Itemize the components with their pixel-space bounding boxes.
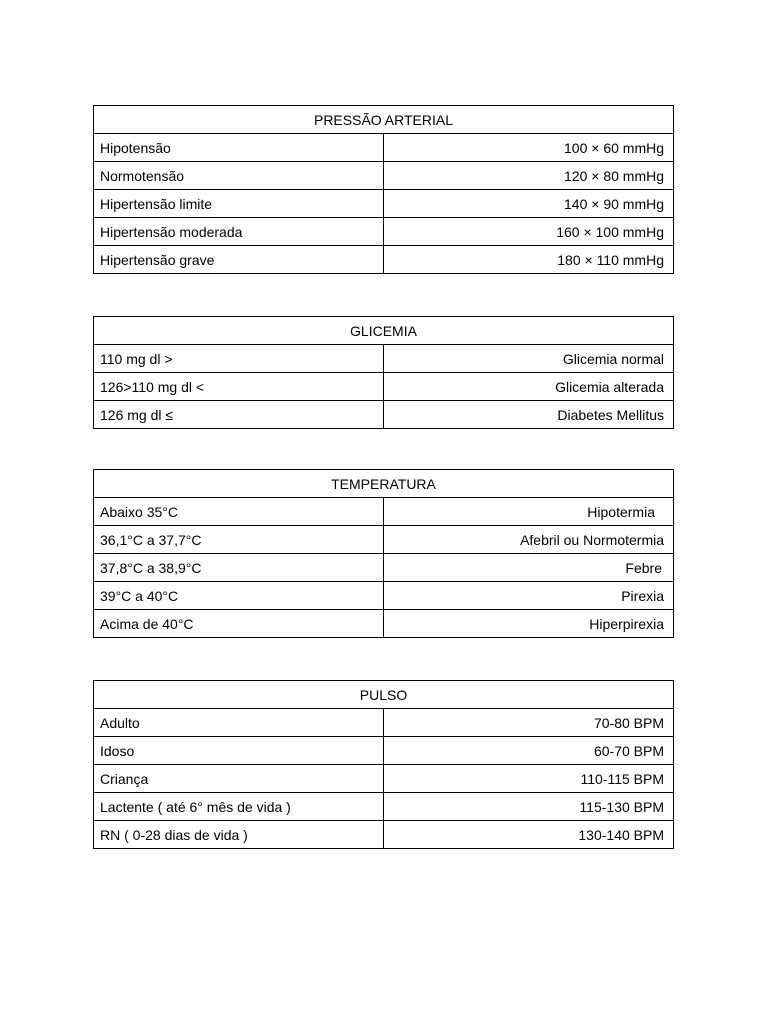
row-value: 60-70 BPM (384, 737, 674, 765)
row-label: 36,1°C a 37,7°C (94, 526, 384, 554)
table-header-row (94, 681, 674, 709)
table-row (94, 345, 674, 373)
row-value: Afebril ou Normotermia (384, 526, 674, 554)
table-row (94, 526, 674, 554)
glicemia-table (93, 316, 674, 429)
temperatura-table (93, 469, 674, 638)
row-value: 70-80 BPM (384, 709, 674, 737)
row-label: Hipotensão (94, 134, 384, 162)
row-value: 100 × 60 mmHg (384, 134, 674, 162)
row-label: Adulto (94, 709, 384, 737)
row-value: 130-140 BPM (384, 821, 674, 849)
row-label: Lactente ( até 6° mês de vida ) (94, 793, 384, 821)
row-label: Hipertensão grave (94, 246, 384, 274)
row-label: Idoso (94, 737, 384, 765)
table-row (94, 373, 674, 401)
table-row (94, 737, 674, 765)
table-row (94, 765, 674, 793)
pulso-table (93, 680, 674, 849)
temperatura-title: TEMPERATURA (94, 470, 674, 498)
table-header-row (94, 470, 674, 498)
row-label: Hipertensão moderada (94, 218, 384, 246)
row-label: Abaixo 35°C (94, 498, 384, 526)
row-value: 115-130 BPM (384, 793, 674, 821)
pressao-arterial-title: PRESSÃO ARTERIAL (94, 106, 674, 134)
table-row (94, 709, 674, 737)
row-value: 160 × 100 mmHg (384, 218, 674, 246)
row-label: 126 mg dl ≤ (94, 401, 384, 429)
table-header-row (94, 317, 674, 345)
row-label: Acima de 40°C (94, 610, 384, 638)
pulso-title: PULSO (94, 681, 674, 709)
row-label: 39°C a 40°C (94, 582, 384, 610)
table-row (94, 793, 674, 821)
row-value: Hipotermia (384, 498, 674, 526)
row-value: Glicemia alterada (384, 373, 674, 401)
row-value: 120 × 80 mmHg (384, 162, 674, 190)
table-row (94, 610, 674, 638)
row-value: 180 × 110 mmHg (384, 246, 674, 274)
row-value: 110-115 BPM (384, 765, 674, 793)
row-label: 126>110 mg dl < (94, 373, 384, 401)
table-row (94, 582, 674, 610)
table-row (94, 554, 674, 582)
table-row (94, 134, 674, 162)
row-value: Febre (384, 554, 674, 582)
row-label: Hipertensão limite (94, 190, 384, 218)
table-row (94, 401, 674, 429)
table-row (94, 190, 674, 218)
table-row (94, 246, 674, 274)
row-value: Diabetes Mellitus (384, 401, 674, 429)
glicemia-title: GLICEMIA (94, 317, 674, 345)
row-value: 140 × 90 mmHg (384, 190, 674, 218)
row-label: 37,8°C a 38,9°C (94, 554, 384, 582)
table-row (94, 498, 674, 526)
table-row (94, 821, 674, 849)
pressao-arterial-table (93, 105, 674, 274)
table-row (94, 218, 674, 246)
row-label: 110 mg dl > (94, 345, 384, 373)
row-label: Normotensão (94, 162, 384, 190)
row-value: Hiperpirexia (384, 610, 674, 638)
row-label: RN ( 0-28 dias de vida ) (94, 821, 384, 849)
table-row (94, 162, 674, 190)
row-value: Glicemia normal (384, 345, 674, 373)
row-value: Pirexia (384, 582, 674, 610)
row-label: Criança (94, 765, 384, 793)
table-header-row (94, 106, 674, 134)
